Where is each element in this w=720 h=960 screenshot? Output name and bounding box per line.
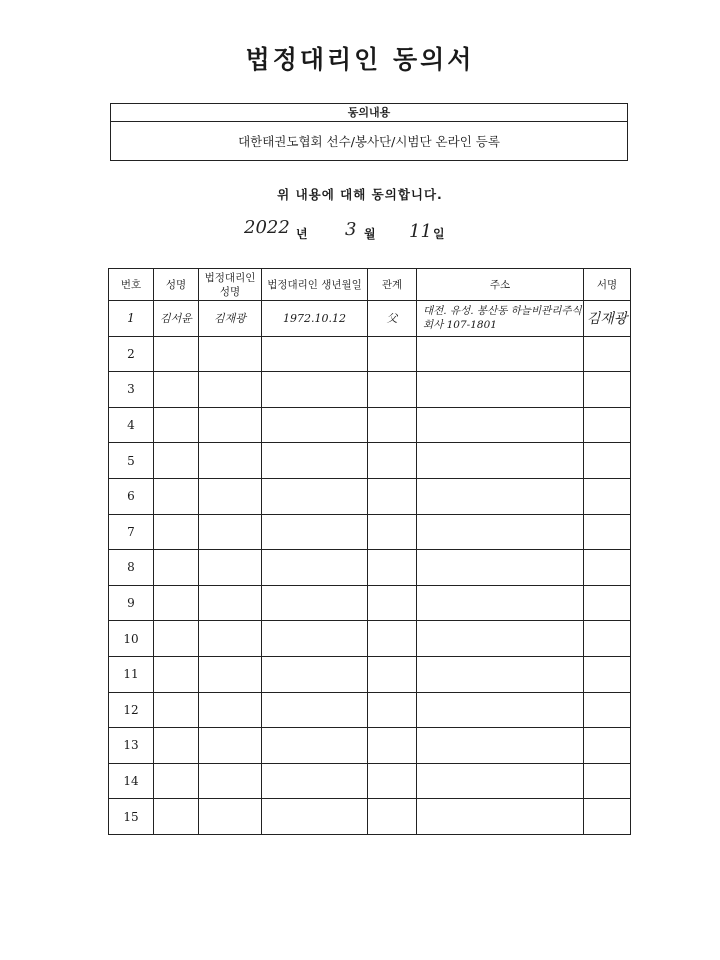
header-address: 주소 bbox=[417, 269, 584, 301]
row-name bbox=[154, 514, 199, 550]
row-relation bbox=[368, 336, 417, 372]
row-relation: 父 bbox=[368, 301, 417, 337]
row-guardian-birth bbox=[262, 585, 368, 621]
table-row bbox=[109, 407, 631, 443]
row-relation bbox=[368, 478, 417, 514]
row-number: 15 bbox=[109, 799, 154, 835]
row-name bbox=[154, 585, 199, 621]
row-guardian-name bbox=[199, 478, 262, 514]
table-row bbox=[109, 550, 631, 586]
row-name bbox=[154, 799, 199, 835]
row-signature bbox=[584, 585, 631, 621]
date-row bbox=[0, 215, 720, 255]
row-relation bbox=[368, 799, 417, 835]
row-relation bbox=[368, 692, 417, 728]
row-guardian-name: 김재광 bbox=[199, 301, 262, 337]
date-day: 11 bbox=[409, 221, 432, 242]
row-guardian-name bbox=[199, 656, 262, 692]
row-relation bbox=[368, 407, 417, 443]
date-day-label: 일 bbox=[433, 227, 445, 241]
row-guardian-name bbox=[199, 692, 262, 728]
guardian-table bbox=[108, 268, 631, 835]
row-number: 4 bbox=[109, 407, 154, 443]
table-row bbox=[109, 656, 631, 692]
row-guardian-name bbox=[199, 799, 262, 835]
table-row bbox=[109, 692, 631, 728]
table-row bbox=[109, 621, 631, 657]
row-address: 대전. 유성. 봉산동 하늘비관리주식회사 107-1801 bbox=[417, 301, 584, 337]
row-name bbox=[154, 621, 199, 657]
row-number: 3 bbox=[109, 372, 154, 408]
row-guardian-birth bbox=[262, 728, 368, 764]
header-guardian-name: 법정대리인 성명 bbox=[199, 269, 262, 301]
row-signature bbox=[584, 692, 631, 728]
date-year-label: 년 bbox=[296, 227, 308, 241]
row-signature bbox=[584, 656, 631, 692]
row-address bbox=[417, 656, 584, 692]
row-address bbox=[417, 585, 584, 621]
table-row bbox=[109, 372, 631, 408]
row-relation bbox=[368, 443, 417, 479]
row-number: 11 bbox=[109, 656, 154, 692]
row-address bbox=[417, 336, 584, 372]
row-number: 6 bbox=[109, 478, 154, 514]
row-guardian-name bbox=[199, 585, 262, 621]
row-address bbox=[417, 372, 584, 408]
row-relation bbox=[368, 728, 417, 764]
row-guardian-birth bbox=[262, 372, 368, 408]
row-signature bbox=[584, 372, 631, 408]
consent-header: 동의내용 bbox=[111, 104, 627, 122]
row-signature bbox=[584, 621, 631, 657]
table-row bbox=[109, 585, 631, 621]
row-relation bbox=[368, 763, 417, 799]
row-guardian-name bbox=[199, 443, 262, 479]
row-signature bbox=[584, 443, 631, 479]
row-guardian-birth bbox=[262, 550, 368, 586]
row-name bbox=[154, 656, 199, 692]
agreement-text: 위 내용에 대해 동의합니다. bbox=[277, 187, 443, 202]
row-number: 14 bbox=[109, 763, 154, 799]
row-signature bbox=[584, 728, 631, 764]
row-relation bbox=[368, 656, 417, 692]
row-guardian-name bbox=[199, 728, 262, 764]
header-guardian-birth: 법정대리인 생년월일 bbox=[262, 269, 368, 301]
row-signature bbox=[584, 407, 631, 443]
table-row bbox=[109, 728, 631, 764]
date-month: 3 bbox=[345, 219, 357, 240]
row-signature bbox=[584, 336, 631, 372]
header-name: 성명 bbox=[154, 269, 199, 301]
consent-content: 대한태권도협회 선수/봉사단/시범단 온라인 등록 bbox=[238, 134, 500, 149]
row-address bbox=[417, 514, 584, 550]
row-name bbox=[154, 692, 199, 728]
row-number: 10 bbox=[109, 621, 154, 657]
table-row bbox=[109, 336, 631, 372]
row-address bbox=[417, 799, 584, 835]
row-guardian-name bbox=[199, 621, 262, 657]
row-guardian-birth bbox=[262, 763, 368, 799]
row-number: 8 bbox=[109, 550, 154, 586]
row-guardian-name bbox=[199, 372, 262, 408]
table-header-row bbox=[109, 269, 631, 301]
row-name bbox=[154, 478, 199, 514]
table-row bbox=[109, 478, 631, 514]
row-guardian-name bbox=[199, 514, 262, 550]
row-relation bbox=[368, 621, 417, 657]
row-guardian-birth bbox=[262, 514, 368, 550]
row-guardian-birth bbox=[262, 621, 368, 657]
row-number: 2 bbox=[109, 336, 154, 372]
row-guardian-name bbox=[199, 336, 262, 372]
page-title: 법정대리인 동의서 bbox=[245, 45, 475, 74]
row-name bbox=[154, 407, 199, 443]
row-address bbox=[417, 692, 584, 728]
row-guardian-birth bbox=[262, 336, 368, 372]
row-number: 5 bbox=[109, 443, 154, 479]
row-address bbox=[417, 728, 584, 764]
row-guardian-birth bbox=[262, 692, 368, 728]
row-number: 12 bbox=[109, 692, 154, 728]
header-number: 번호 bbox=[109, 269, 154, 301]
row-name bbox=[154, 443, 199, 479]
header-relation: 관계 bbox=[368, 269, 417, 301]
table-row bbox=[109, 514, 631, 550]
table-row bbox=[109, 443, 631, 479]
row-signature bbox=[584, 799, 631, 835]
row-name bbox=[154, 550, 199, 586]
row-relation bbox=[368, 372, 417, 408]
row-guardian-birth bbox=[262, 407, 368, 443]
table-row bbox=[109, 799, 631, 835]
row-relation bbox=[368, 514, 417, 550]
row-number: 1 bbox=[109, 301, 154, 337]
row-name bbox=[154, 336, 199, 372]
row-signature bbox=[584, 763, 631, 799]
row-guardian-birth bbox=[262, 799, 368, 835]
row-guardian-name bbox=[199, 550, 262, 586]
consent-box bbox=[110, 103, 628, 161]
row-address bbox=[417, 763, 584, 799]
row-address bbox=[417, 407, 584, 443]
row-address bbox=[417, 443, 584, 479]
row-guardian-birth: 1972.10.12 bbox=[262, 301, 368, 337]
row-signature bbox=[584, 514, 631, 550]
row-guardian-birth bbox=[262, 478, 368, 514]
date-month-label: 월 bbox=[364, 227, 376, 241]
row-guardian-name bbox=[199, 407, 262, 443]
row-guardian-birth bbox=[262, 443, 368, 479]
row-address bbox=[417, 550, 584, 586]
row-relation bbox=[368, 550, 417, 586]
row-address bbox=[417, 478, 584, 514]
row-name bbox=[154, 728, 199, 764]
row-name bbox=[154, 763, 199, 799]
row-signature bbox=[584, 478, 631, 514]
row-number: 7 bbox=[109, 514, 154, 550]
table-row bbox=[109, 301, 631, 337]
row-guardian-name bbox=[199, 763, 262, 799]
table-row bbox=[109, 763, 631, 799]
row-address bbox=[417, 621, 584, 657]
row-name: 김서윤 bbox=[154, 301, 199, 337]
date-year: 2022 bbox=[244, 217, 290, 238]
row-relation bbox=[368, 585, 417, 621]
row-signature bbox=[584, 550, 631, 586]
row-signature: 김재광 bbox=[584, 301, 631, 337]
row-number: 13 bbox=[109, 728, 154, 764]
row-name bbox=[154, 372, 199, 408]
row-number: 9 bbox=[109, 585, 154, 621]
header-signature: 서명 bbox=[584, 269, 631, 301]
row-guardian-birth bbox=[262, 656, 368, 692]
